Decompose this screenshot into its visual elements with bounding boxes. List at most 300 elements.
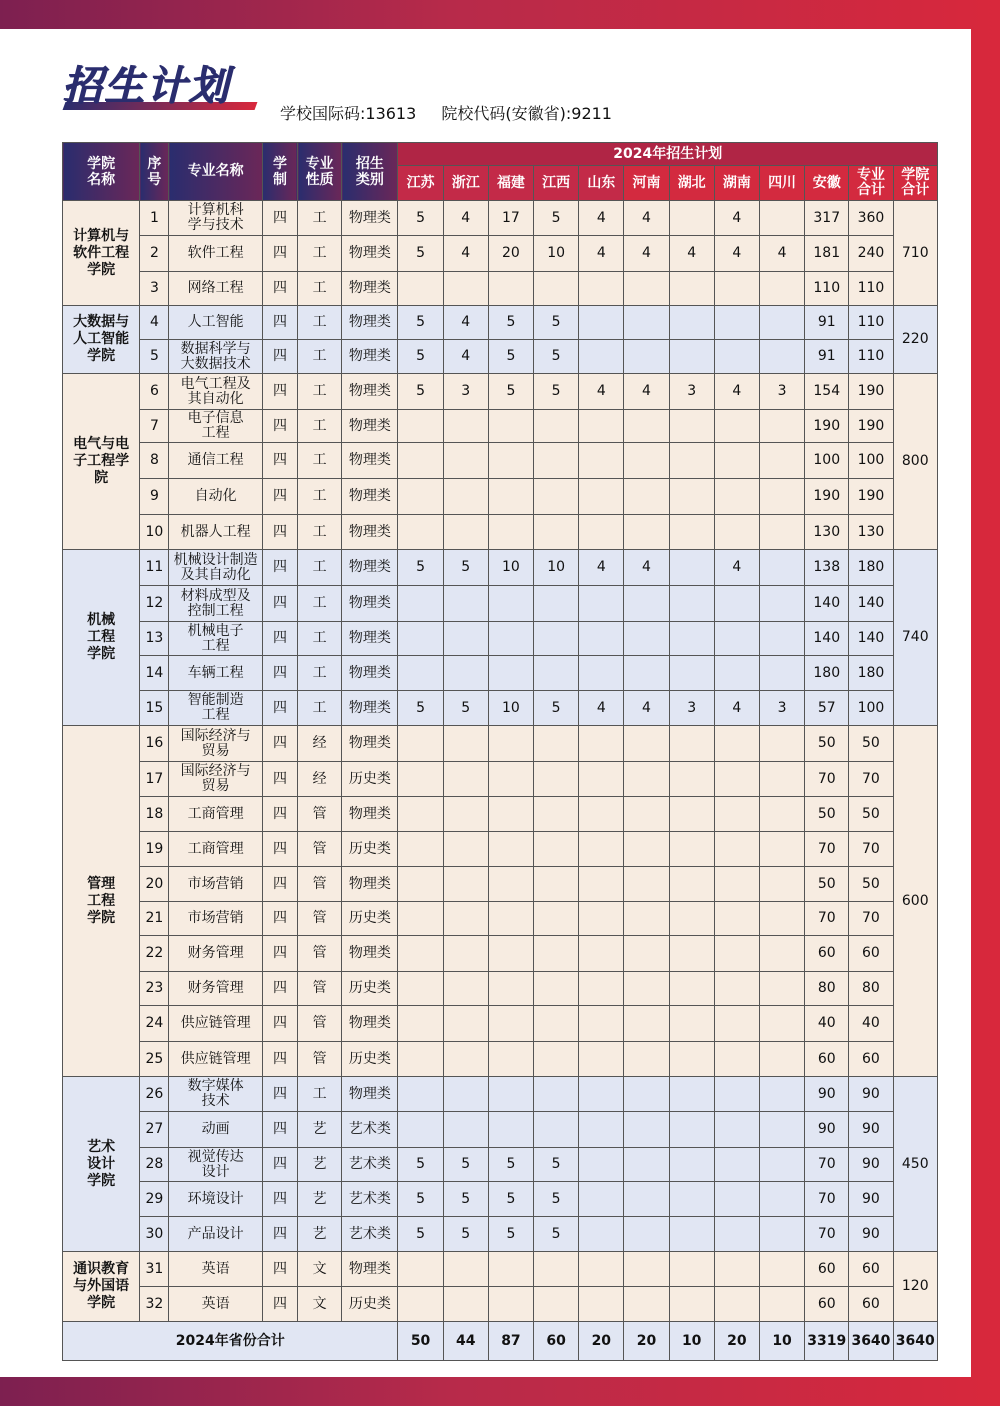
province-value-cell (579, 762, 624, 797)
province-value-cell: 80 (805, 972, 849, 1006)
duration-cell: 四 (262, 656, 297, 691)
province-value-cell (443, 410, 488, 443)
province-value-cell (714, 515, 759, 550)
province-value-cell (534, 972, 579, 1006)
province-value-cell (579, 410, 624, 443)
province-value-cell: 5 (488, 1148, 533, 1182)
province-value-cell (714, 410, 759, 443)
province-value-cell (579, 867, 624, 902)
province-value-cell (759, 201, 804, 236)
category-cell: 物理类 (342, 443, 398, 479)
province-value-cell (443, 622, 488, 656)
nature-cell: 经 (298, 726, 342, 762)
seq-cell: 4 (140, 306, 169, 340)
nature-cell: 工 (298, 622, 342, 656)
duration-cell: 四 (262, 550, 297, 586)
province-value-cell (669, 622, 714, 656)
province-value-cell (669, 1252, 714, 1287)
table-row (63, 622, 938, 656)
province-value-cell (534, 515, 579, 550)
major-total-cell: 50 (849, 797, 893, 832)
province-value-cell: 3 (669, 374, 714, 410)
major-cell: 电子信息工程 (169, 410, 262, 443)
province-value-cell (759, 1148, 804, 1182)
duration-cell: 四 (262, 1006, 297, 1042)
seq-cell: 1 (140, 201, 169, 236)
header-nature: 专业性质 (298, 143, 342, 201)
seq-cell: 23 (140, 972, 169, 1006)
province-value-cell (534, 1006, 579, 1042)
province-value-cell (759, 1217, 804, 1252)
nature-cell: 经 (298, 762, 342, 797)
province-value-cell (579, 443, 624, 479)
major-cell: 材料成型及控制工程 (169, 586, 262, 622)
nature-cell: 工 (298, 443, 342, 479)
province-value-cell: 5 (534, 201, 579, 236)
province-value-cell (534, 1252, 579, 1287)
province-value-cell (579, 1077, 624, 1112)
province-value-cell: 5 (398, 1148, 443, 1182)
duration-cell: 四 (262, 1287, 297, 1322)
province-value-cell (534, 762, 579, 797)
category-cell: 物理类 (342, 1006, 398, 1042)
province-value-cell: 5 (534, 340, 579, 374)
seq-cell: 28 (140, 1148, 169, 1182)
province-value-cell (398, 972, 443, 1006)
seq-cell: 13 (140, 622, 169, 656)
province-value-cell (669, 443, 714, 479)
province-value-cell (669, 201, 714, 236)
major-cell: 财务管理 (169, 936, 262, 972)
province-value-cell (759, 1006, 804, 1042)
province-value-cell: 4 (714, 691, 759, 726)
province-value-cell (534, 1042, 579, 1077)
category-cell: 物理类 (342, 479, 398, 515)
province-value-cell (579, 902, 624, 936)
province-value-cell (624, 306, 669, 340)
header-duration: 学制 (262, 143, 297, 201)
province-value-cell (759, 902, 804, 936)
province-value-cell (398, 515, 443, 550)
province-value-cell: 5 (534, 306, 579, 340)
category-cell: 物理类 (342, 586, 398, 622)
duration-cell: 四 (262, 515, 297, 550)
category-cell: 物理类 (342, 1252, 398, 1287)
province-value-cell (624, 726, 669, 762)
province-value-cell (759, 622, 804, 656)
province-value-cell (488, 1252, 533, 1287)
province-value-cell (669, 1217, 714, 1252)
province-value-cell (714, 622, 759, 656)
major-total-cell: 240 (849, 236, 893, 272)
table-row (63, 936, 938, 972)
province-value-cell (534, 797, 579, 832)
category-cell: 物理类 (342, 691, 398, 726)
province-value-cell: 3 (759, 374, 804, 410)
province-value-cell (398, 586, 443, 622)
province-value-cell (624, 443, 669, 479)
province-value-cell (624, 797, 669, 832)
table-row (63, 443, 938, 479)
major-total-cell: 70 (849, 832, 893, 867)
province-value-cell: 5 (443, 1182, 488, 1217)
province-value-cell (714, 306, 759, 340)
province-value-cell: 50 (805, 867, 849, 902)
seq-cell: 21 (140, 902, 169, 936)
province-value-cell (443, 972, 488, 1006)
province-value-cell: 57 (805, 691, 849, 726)
province-value-cell (488, 936, 533, 972)
province-total-cell: 3319 (805, 1322, 849, 1361)
province-value-cell (624, 1182, 669, 1217)
major-cell: 人工智能 (169, 306, 262, 340)
province-value-cell (759, 1112, 804, 1148)
province-value-cell: 4 (759, 236, 804, 272)
province-value-cell (534, 1287, 579, 1322)
major-total-cell: 100 (849, 691, 893, 726)
province-value-cell (534, 1077, 579, 1112)
province-value-cell (443, 515, 488, 550)
province-total-cell: 10 (759, 1322, 804, 1361)
province-value-cell (669, 306, 714, 340)
province-value-cell (714, 1006, 759, 1042)
province-value-cell (669, 550, 714, 586)
province-value-cell (759, 936, 804, 972)
major-total-cell: 180 (849, 550, 893, 586)
province-value-cell: 154 (805, 374, 849, 410)
category-cell: 物理类 (342, 550, 398, 586)
province-value-cell (669, 832, 714, 867)
header-major: 专业名称 (169, 143, 262, 201)
province-value-cell: 130 (805, 515, 849, 550)
nature-cell: 工 (298, 272, 342, 306)
province-value-cell: 4 (579, 374, 624, 410)
category-cell: 物理类 (342, 867, 398, 902)
header-college: 学院名称 (63, 143, 140, 201)
major-total-cell: 50 (849, 726, 893, 762)
province-value-cell (488, 1077, 533, 1112)
province-value-cell (398, 867, 443, 902)
province-value-cell: 4 (579, 691, 624, 726)
province-value-cell (443, 656, 488, 691)
table-row (63, 867, 938, 902)
title-block (62, 54, 230, 111)
province-value-cell: 50 (805, 797, 849, 832)
seq-cell: 24 (140, 1006, 169, 1042)
major-cell: 英语 (169, 1252, 262, 1287)
province-value-cell: 3 (669, 691, 714, 726)
major-total-cell: 190 (849, 410, 893, 443)
province-value-cell (669, 586, 714, 622)
grand-total-cell: 3640 (849, 1322, 893, 1361)
seq-cell: 11 (140, 550, 169, 586)
province-value-cell: 70 (805, 762, 849, 797)
duration-cell: 四 (262, 410, 297, 443)
province-value-cell (759, 797, 804, 832)
category-cell: 物理类 (342, 1077, 398, 1112)
major-total-cell: 140 (849, 586, 893, 622)
province-value-cell: 110 (805, 272, 849, 306)
province-total-cell: 44 (443, 1322, 488, 1361)
province-value-cell (579, 726, 624, 762)
province-value-cell (714, 443, 759, 479)
duration-cell: 四 (262, 726, 297, 762)
province-value-cell (759, 726, 804, 762)
province-total-cell: 20 (624, 1322, 669, 1361)
intl-code: 学校国际码:13613 (280, 104, 417, 123)
province-value-cell (624, 340, 669, 374)
seq-cell: 10 (140, 515, 169, 550)
college-name: 机械工程学院 (63, 550, 140, 726)
major-cell: 环境设计 (169, 1182, 262, 1217)
category-cell: 艺术类 (342, 1112, 398, 1148)
province-value-cell: 60 (805, 1287, 849, 1322)
table-row (63, 340, 938, 374)
province-value-cell: 70 (805, 902, 849, 936)
province-value-cell: 4 (624, 201, 669, 236)
nature-cell: 工 (298, 340, 342, 374)
seq-cell: 16 (140, 726, 169, 762)
province-value-cell (714, 1217, 759, 1252)
table-row (63, 1287, 938, 1322)
province-value-cell: 4 (714, 550, 759, 586)
province-value-cell (714, 832, 759, 867)
college-total-cell: 450 (893, 1077, 937, 1252)
province-value-cell: 70 (805, 1148, 849, 1182)
header-province: 安徽 (805, 166, 849, 201)
province-value-cell (624, 1287, 669, 1322)
nature-cell: 文 (298, 1287, 342, 1322)
province-value-cell (443, 1252, 488, 1287)
seq-cell: 29 (140, 1182, 169, 1217)
province-value-cell (714, 1287, 759, 1322)
major-total-cell: 190 (849, 374, 893, 410)
province-value-cell: 5 (488, 306, 533, 340)
province-value-cell (669, 1042, 714, 1077)
province-value-cell (488, 832, 533, 867)
province-value-cell (398, 902, 443, 936)
province-value-cell (398, 1006, 443, 1042)
seq-cell: 7 (140, 410, 169, 443)
header-province: 江苏 (398, 166, 443, 201)
province-value-cell (669, 936, 714, 972)
table-row (63, 691, 938, 726)
college-total-cell: 120 (893, 1252, 937, 1322)
duration-cell: 四 (262, 1217, 297, 1252)
province-value-cell (714, 1042, 759, 1077)
province-value-cell (398, 1077, 443, 1112)
province-value-cell: 4 (714, 236, 759, 272)
province-value-cell (714, 1182, 759, 1217)
major-total-cell: 70 (849, 902, 893, 936)
province-value-cell (443, 272, 488, 306)
table-row (63, 726, 938, 762)
province-value-cell (579, 797, 624, 832)
province-value-cell (759, 443, 804, 479)
province-total-cell: 20 (714, 1322, 759, 1361)
seq-cell: 2 (140, 236, 169, 272)
province-value-cell (398, 762, 443, 797)
nature-cell: 文 (298, 1252, 342, 1287)
category-cell: 历史类 (342, 972, 398, 1006)
province-value-cell (624, 1077, 669, 1112)
province-value-cell (714, 1252, 759, 1287)
nature-cell: 管 (298, 972, 342, 1006)
province-value-cell (759, 867, 804, 902)
major-cell: 视觉传达设计 (169, 1148, 262, 1182)
major-cell: 计算机科学与技术 (169, 201, 262, 236)
province-value-cell: 138 (805, 550, 849, 586)
province-value-cell (624, 902, 669, 936)
province-value-cell (579, 479, 624, 515)
table-row (63, 410, 938, 443)
province-value-cell (624, 479, 669, 515)
seq-cell: 18 (140, 797, 169, 832)
province-value-cell (488, 586, 533, 622)
nature-cell: 管 (298, 832, 342, 867)
institution-code: 院校代码(安徽省):9211 (441, 104, 612, 123)
category-cell: 艺术类 (342, 1148, 398, 1182)
category-cell: 历史类 (342, 762, 398, 797)
province-value-cell: 5 (443, 550, 488, 586)
table-row (63, 1148, 938, 1182)
province-value-cell (759, 972, 804, 1006)
nature-cell: 工 (298, 1077, 342, 1112)
province-value-cell (488, 1042, 533, 1077)
seq-cell: 8 (140, 443, 169, 479)
seq-cell: 5 (140, 340, 169, 374)
major-cell: 智能制造工程 (169, 691, 262, 726)
province-value-cell: 4 (579, 236, 624, 272)
major-cell: 软件工程 (169, 236, 262, 272)
grand-total-cell: 3640 (893, 1322, 937, 1361)
province-value-cell (624, 832, 669, 867)
major-cell: 数据科学与大数据技术 (169, 340, 262, 374)
province-value-cell (579, 656, 624, 691)
major-total-cell: 90 (849, 1217, 893, 1252)
province-value-cell: 5 (534, 691, 579, 726)
province-value-cell (398, 1042, 443, 1077)
major-total-cell: 90 (849, 1182, 893, 1217)
province-value-cell (624, 1252, 669, 1287)
province-value-cell: 70 (805, 1217, 849, 1252)
nature-cell: 管 (298, 867, 342, 902)
province-value-cell (759, 762, 804, 797)
province-value-cell (759, 272, 804, 306)
nature-cell: 工 (298, 201, 342, 236)
province-value-cell (443, 443, 488, 479)
province-value-cell (759, 306, 804, 340)
province-value-cell (714, 762, 759, 797)
province-value-cell (669, 515, 714, 550)
table-row (63, 1112, 938, 1148)
category-cell: 艺术类 (342, 1182, 398, 1217)
province-value-cell (579, 1182, 624, 1217)
bottom-banner (0, 1377, 1000, 1406)
college-name: 电气与电子工程学院 (63, 374, 140, 550)
seq-cell: 31 (140, 1252, 169, 1287)
province-value-cell (714, 936, 759, 972)
category-cell: 物理类 (342, 340, 398, 374)
province-value-cell: 5 (443, 1217, 488, 1252)
seq-cell: 20 (140, 867, 169, 902)
seq-cell: 9 (140, 479, 169, 515)
province-value-cell (579, 515, 624, 550)
province-value-cell (443, 797, 488, 832)
major-total-cell: 60 (849, 1252, 893, 1287)
province-value-cell (759, 515, 804, 550)
province-value-cell: 60 (805, 1252, 849, 1287)
province-value-cell (488, 656, 533, 691)
province-value-cell (488, 972, 533, 1006)
category-cell: 物理类 (342, 797, 398, 832)
province-value-cell (624, 1112, 669, 1148)
table-row (63, 550, 938, 586)
province-value-cell (398, 622, 443, 656)
province-value-cell: 100 (805, 443, 849, 479)
province-value-cell: 5 (398, 340, 443, 374)
major-total-cell: 90 (849, 1112, 893, 1148)
category-cell: 物理类 (342, 272, 398, 306)
nature-cell: 艺 (298, 1217, 342, 1252)
major-cell: 电气工程及其自动化 (169, 374, 262, 410)
category-cell: 历史类 (342, 832, 398, 867)
duration-cell: 四 (262, 586, 297, 622)
province-value-cell (534, 272, 579, 306)
major-cell: 产品设计 (169, 1217, 262, 1252)
table-row (63, 762, 938, 797)
table-row (63, 515, 938, 550)
major-total-cell: 130 (849, 515, 893, 550)
province-value-cell: 4 (624, 550, 669, 586)
duration-cell: 四 (262, 936, 297, 972)
province-value-cell (488, 1006, 533, 1042)
college-name: 大数据与人工智能学院 (63, 306, 140, 374)
province-value-cell: 17 (488, 201, 533, 236)
nature-cell: 工 (298, 479, 342, 515)
table-row (63, 797, 938, 832)
seq-cell: 14 (140, 656, 169, 691)
category-cell: 历史类 (342, 902, 398, 936)
table-row (63, 374, 938, 410)
province-value-cell (669, 726, 714, 762)
table-row (63, 1252, 938, 1287)
nature-cell: 工 (298, 656, 342, 691)
province-value-cell (624, 867, 669, 902)
totals-label: 2024年省份合计 (63, 1322, 398, 1361)
province-value-cell (714, 726, 759, 762)
major-cell: 工商管理 (169, 832, 262, 867)
table-row (63, 832, 938, 867)
header-province: 浙江 (443, 166, 488, 201)
province-value-cell: 5 (398, 306, 443, 340)
category-cell: 物理类 (342, 201, 398, 236)
category-cell: 艺术类 (342, 1217, 398, 1252)
province-value-cell (488, 515, 533, 550)
seq-cell: 22 (140, 936, 169, 972)
province-value-cell (669, 1006, 714, 1042)
province-value-cell (624, 1217, 669, 1252)
enrollment-plan-table (62, 142, 938, 1361)
province-value-cell: 5 (443, 1148, 488, 1182)
table-row (63, 479, 938, 515)
province-value-cell (443, 832, 488, 867)
province-value-cell (443, 902, 488, 936)
category-cell: 物理类 (342, 515, 398, 550)
duration-cell: 四 (262, 1252, 297, 1287)
province-value-cell (759, 1182, 804, 1217)
duration-cell: 四 (262, 340, 297, 374)
